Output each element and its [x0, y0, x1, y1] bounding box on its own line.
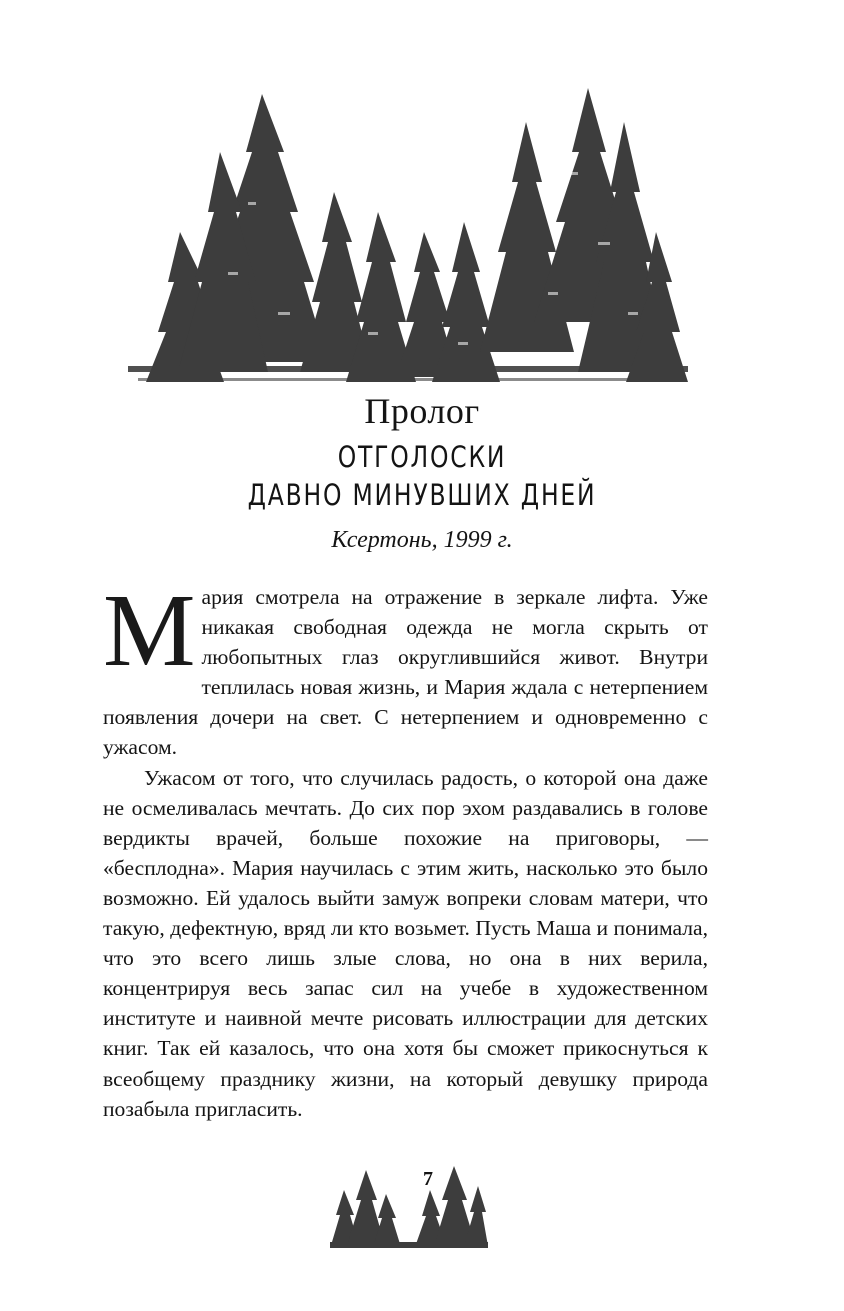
paragraph-2: Ужасом от того, что случилась радость, о которой она даже не осмеливалась мечтать. До сих пор эхом раздавались в голове вердикты врачей, больше похожие на приговоры, — «бесплодна». Мария научилась с этим жить, насколько это было возможно. Ей удалось выйти замуж вопреки словам матери, что такую, дефектную, вряд ли кто возьмет. Пусть Маша и понимала, что это всего лишь злые слова, но она в них верила, концентрируя весь запас сил на учебе в художественном институте и наивной мечте рисовать иллюстрации для детских книг. Так ей казалось, что она хотя бы сможет прикоснуться к всеобщему празднику жизни, на который девушку природа позабыла пригласить. — [103, 765, 708, 1121]
drop-cap: М — [103, 573, 196, 688]
paragraph-1-text: ария смотрела на отражение в зеркале лифта. Уже никакая свободная одежда не могла скрыть от любопытных глаз округлившийся живот. Внутри теплилась новая жизнь, и Мария ждала с нетерпением появления дочери на свет. С нетерпением и одновременно с ужасом. — [103, 585, 708, 760]
chapter-title-line-1: ОТГОЛОСКИ — [337, 440, 507, 474]
page-number: 7 — [423, 1168, 433, 1190]
forest-illustration — [128, 82, 688, 394]
chapter-title — [42, 438, 802, 514]
chapter-title-line-2: ДАВНО МИНУВШИХ ДНЕЙ — [247, 478, 597, 512]
body-text — [103, 573, 708, 1124]
paragraph-1 — [103, 573, 708, 763]
place-date: Ксертонь, 1999 г. — [331, 527, 513, 553]
prologue-heading: Пролог — [364, 391, 480, 431]
